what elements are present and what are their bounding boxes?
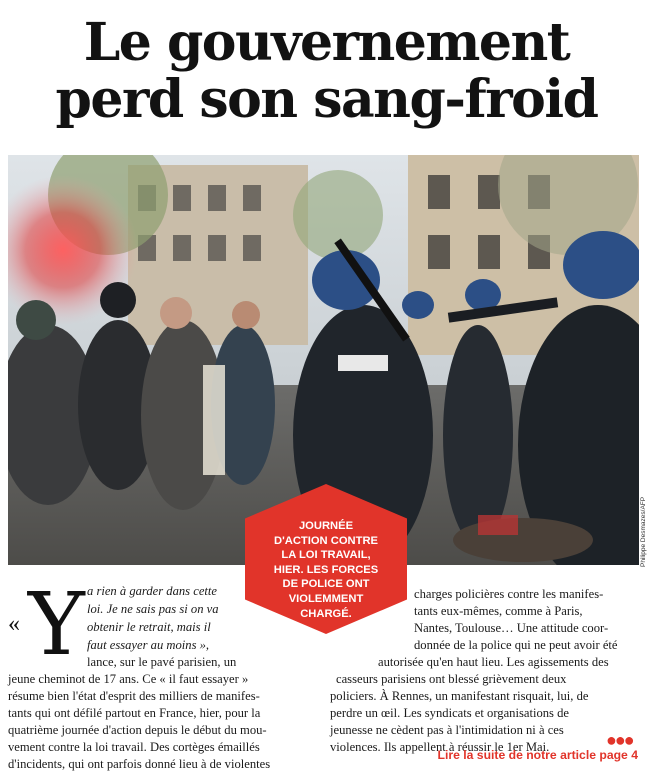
article-line: Nantes, Toulouse… Une attitude coor- xyxy=(414,621,609,635)
article-line: donnée de la police qui ne peut avoir été xyxy=(414,638,618,652)
article-line: jeunesse ne cèdent pas à l'intimidation ni à ces xyxy=(330,723,564,737)
callout-line: D'ACTION CONTRE xyxy=(274,534,378,547)
article-line: vement contre la loi travail. Des cortèges émaillés xyxy=(8,740,260,754)
callout-line: CHARGÉ. xyxy=(300,607,352,620)
read-more-link[interactable]: Lire la suite de notre article page 4 xyxy=(437,748,638,762)
article-line: tants eux-mêmes, comme à Paris, xyxy=(414,604,583,618)
article-line: tants qui ont défilé partout en France, hier, pour la xyxy=(8,706,261,720)
article-line: charges policières contre les manifes- xyxy=(414,587,604,601)
headline-line-2: perd son sang-froid xyxy=(55,69,598,130)
article-line: a rien à garder dans cette xyxy=(87,584,217,598)
photo-credit: Philippe Desmazes/AFP xyxy=(640,496,647,567)
article-line: faut essayer au moins », xyxy=(87,638,210,652)
opening-quote-mark: « xyxy=(8,611,20,637)
callout-line: HIER. LES FORCES xyxy=(273,563,379,576)
callout-line: DE POLICE ONT xyxy=(282,578,370,591)
article-line: résume bien l'état d'esprit des milliers de manifes- xyxy=(8,689,260,703)
callout-line: VIOLEMMENT xyxy=(288,592,364,605)
article-line: d'incidents, qui ont parfois donné lieu à de violentes xyxy=(8,757,271,771)
article-line: perdre un œil. Les syndicats et organisations de xyxy=(330,706,569,720)
callout-line: LA LOI TRAVAIL, xyxy=(281,549,371,562)
callout-text xyxy=(258,519,394,621)
article-line: lance, sur le pavé parisien, un xyxy=(87,655,237,669)
headline xyxy=(0,14,653,128)
article-line: loi. Je ne sais pas si on va xyxy=(87,602,219,616)
callout-line: JOURNÉE xyxy=(298,520,354,532)
article-line: quatrième journée d'action depuis le début du mou- xyxy=(8,723,267,737)
headline-line-1: Le gouvernement xyxy=(83,12,570,73)
article-line: casseurs parisiens ont blessé grièvement deux xyxy=(336,672,567,686)
article-line: violences. Ils appellent à réussir le 1er Mai. xyxy=(330,740,550,754)
continuation-dots: ●●● xyxy=(606,730,633,750)
article-line: autorisée qu'en haut lieu. Les agissements des xyxy=(378,655,609,669)
article-line: policiers. À Rennes, un manifestant risquait, lui, de xyxy=(330,689,589,703)
article-line: jeune cheminot de 17 ans. Ce « il faut essayer » xyxy=(8,672,249,686)
drop-cap: Y xyxy=(28,575,85,675)
article-line: obtenir le retrait, mais il xyxy=(87,620,211,634)
